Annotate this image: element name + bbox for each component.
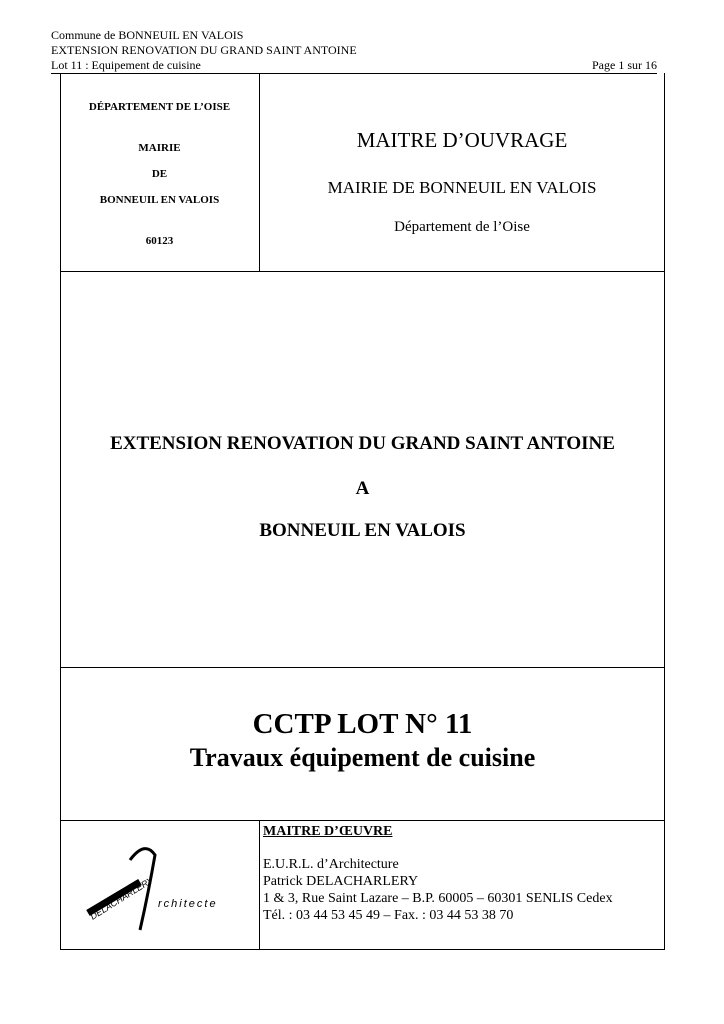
project-title-line2: A — [355, 478, 370, 499]
departement-label: DÉPARTEMENT DE L’OISE — [88, 101, 231, 113]
maitre-ouvrage-title: MAITRE D’OUVRAGE — [356, 128, 568, 152]
maitre-oeuvre-name: Patrick DELACHARLERY — [263, 874, 419, 889]
maitre-ouvrage-department: Département de l’Oise — [394, 219, 530, 235]
header-commune: Commune de BONNEUIL EN VALOIS — [51, 28, 244, 42]
maitre-oeuvre-address: 1 & 3, Rue Saint Lazare – B.P. 60005 – 60301 SENLIS Cedex — [263, 891, 613, 906]
maitre-ouvrage-name: MAIRIE DE BONNEUIL EN VALOIS — [327, 178, 597, 197]
maitre-oeuvre-phone: Tél. : 03 44 53 45 49 – Fax. : 03 44 53 38 70 — [263, 908, 514, 923]
vertical-divider-bottom — [259, 820, 260, 950]
header-lot: Lot 11 : Equipement de cuisine — [51, 58, 201, 72]
cctp-title: CCTP LOT N° 11 — [252, 708, 473, 740]
maitre-oeuvre-title: MAITRE D’ŒUVRE — [263, 824, 393, 839]
cctp-subtitle: Travaux équipement de cuisine — [189, 743, 536, 772]
de-label: DE — [151, 168, 168, 180]
logo-name: DELACHARLERY — [88, 874, 155, 922]
header-page-number: Page 1 sur 16 — [592, 58, 657, 72]
divider-1 — [60, 271, 665, 272]
postal-code: 60123 — [145, 235, 174, 247]
logo-subtext: rchitecte — [158, 898, 218, 910]
project-title-line3: BONNEUIL EN VALOIS — [259, 520, 466, 541]
project-title-line1: EXTENSION RENOVATION DU GRAND SAINT ANTOINE — [110, 433, 615, 454]
architect-logo — [70, 835, 250, 935]
commune-label: BONNEUIL EN VALOIS — [99, 194, 220, 206]
divider-2 — [60, 667, 665, 668]
mairie-label: MAIRIE — [138, 142, 181, 154]
header-project: EXTENSION RENOVATION DU GRAND SAINT ANTOINE — [51, 43, 357, 57]
maitre-oeuvre-company: E.U.R.L. d’Architecture — [263, 857, 399, 872]
vertical-divider-top — [259, 73, 260, 271]
divider-3 — [60, 820, 665, 821]
